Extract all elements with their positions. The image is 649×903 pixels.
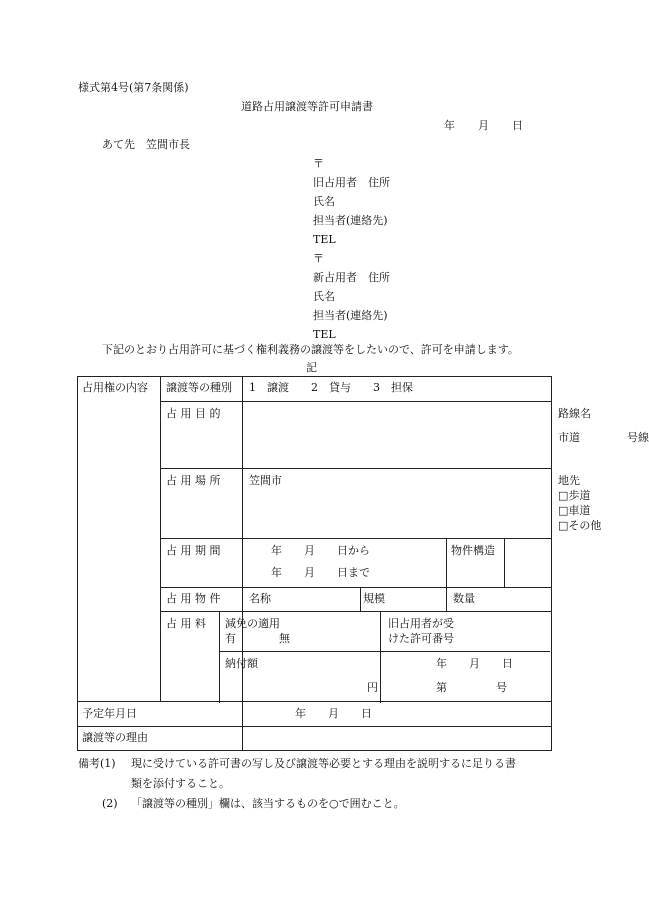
old-postal-mark: 〒 xyxy=(313,157,324,170)
date-month: 月 xyxy=(478,119,489,132)
fee-col-divider xyxy=(380,611,381,703)
scheduled-date-value: 年 月 日 xyxy=(295,707,372,720)
structure-cell[interactable] xyxy=(447,539,552,588)
transfer-type-options[interactable]: 1 譲渡 2 貸与 3 担保 xyxy=(249,381,413,394)
permit-no-dai: 第 xyxy=(436,681,447,694)
location-label: 占 用 場 所 xyxy=(166,474,221,487)
reason-label-cell xyxy=(78,727,243,751)
reason-label: 譲渡等の理由 xyxy=(82,731,148,744)
section-label: 占用権の内容 xyxy=(82,381,148,394)
period-from: 年 月 日から xyxy=(271,544,370,557)
transfer-type-label-cell xyxy=(161,377,243,402)
route-number-label: 号線 xyxy=(627,431,649,444)
addressee: あて先 笠間市長 xyxy=(102,138,190,151)
old-tel-label: TEL xyxy=(313,233,336,246)
exemption-label: 減免の適用 xyxy=(225,617,280,630)
note2-text: 「譲渡等の種別」欄は、該当するものを○で囲むこと。 xyxy=(131,797,405,810)
location-label-cell xyxy=(161,469,243,539)
scheduled-date-label-cell xyxy=(78,702,243,727)
note1-text-line1: 現に受けている許可書の写し及び譲渡等必要とする理由を説明するに足りる書 xyxy=(131,757,516,770)
roadway-checkbox[interactable]: □車道 xyxy=(558,504,591,517)
fee-label: 占 用 料 xyxy=(166,617,206,630)
fee-divider xyxy=(219,611,220,703)
new-name-label: 氏名 xyxy=(313,290,335,303)
sidewalk-checkbox[interactable]: □歩道 xyxy=(558,489,591,502)
permit-date: 年 月 日 xyxy=(436,657,513,670)
new-contact-label: 担当者(連絡先) xyxy=(313,309,388,322)
transfer-type-label: 譲渡等の種別 xyxy=(166,381,232,394)
application-table xyxy=(77,376,649,751)
quantity-col-cell[interactable] xyxy=(447,588,552,612)
new-tel-label: TEL xyxy=(313,328,336,341)
object-spec-label: 規模 xyxy=(363,592,385,605)
object-quantity-label: 数量 xyxy=(453,592,475,605)
reason-input-cell[interactable] xyxy=(243,727,552,751)
section-cell xyxy=(78,377,161,702)
new-postal-mark: 〒 xyxy=(313,252,324,265)
old-permit-label-1: 旧占用者が受 xyxy=(388,617,454,630)
document-title: 道路占用譲渡等許可申請書 xyxy=(241,100,373,113)
exemption-yes[interactable]: 有 xyxy=(225,632,236,645)
period-label: 占 用 期 間 xyxy=(166,544,221,557)
date-year: 年 xyxy=(444,119,455,132)
note2-label: (2) xyxy=(102,797,118,810)
purpose-input-cell[interactable] xyxy=(243,402,552,469)
old-permit-label-2: けた許可番号 xyxy=(388,632,454,645)
period-label-cell xyxy=(161,539,243,588)
fee-row-divider xyxy=(220,651,550,652)
period-to: 年 月 日まで xyxy=(271,566,370,579)
purpose-label-cell xyxy=(161,402,243,469)
structure-label: 物件構造 xyxy=(451,544,495,557)
ki-label: 記 xyxy=(306,361,317,374)
purpose-label: 占 用 目 的 xyxy=(166,407,221,420)
old-address-label: 旧占用者 住所 xyxy=(313,176,390,189)
location-input-cell[interactable] xyxy=(243,469,552,539)
date-day: 日 xyxy=(512,119,523,132)
object-label: 占 用 物 件 xyxy=(166,592,221,605)
chisaki-label: 地先 xyxy=(558,474,580,487)
object-name-label: 名称 xyxy=(249,592,271,605)
new-address-label: 新占用者 住所 xyxy=(313,271,390,284)
scheduled-date-cell[interactable] xyxy=(243,702,552,727)
city-road-label: 市道 xyxy=(558,431,580,444)
spec-col-cell[interactable] xyxy=(361,588,447,612)
route-name-label: 路線名 xyxy=(558,407,591,420)
object-label-cell xyxy=(161,588,243,612)
scheduled-date-label: 予定年月日 xyxy=(82,707,137,720)
form-number: 様式第4号(第7条関係) xyxy=(78,81,189,94)
transfer-type-options-cell[interactable] xyxy=(243,377,552,402)
old-contact-label: 担当者(連絡先) xyxy=(313,214,388,227)
structure-divider xyxy=(504,538,505,588)
exemption-no[interactable]: 無 xyxy=(279,632,290,645)
period-input-cell[interactable] xyxy=(243,539,447,588)
note1-text-line2: 類を添付すること。 xyxy=(131,777,230,790)
payment-label: 納付額 xyxy=(225,657,258,670)
other-checkbox[interactable]: □その他 xyxy=(558,519,602,532)
old-name-label: 氏名 xyxy=(313,195,335,208)
permit-no-go: 号 xyxy=(496,681,507,694)
name-col-cell[interactable] xyxy=(243,588,361,612)
location-city: 笠間市 xyxy=(249,474,282,487)
note1-label: 備考(1) xyxy=(78,757,116,770)
yen-label: 円 xyxy=(367,681,378,694)
statement: 下記のとおり占用許可に基づく権利義務の譲渡等をしたいので、許可を申請します。 xyxy=(102,343,519,356)
fee-detail-cell[interactable] xyxy=(225,612,552,702)
